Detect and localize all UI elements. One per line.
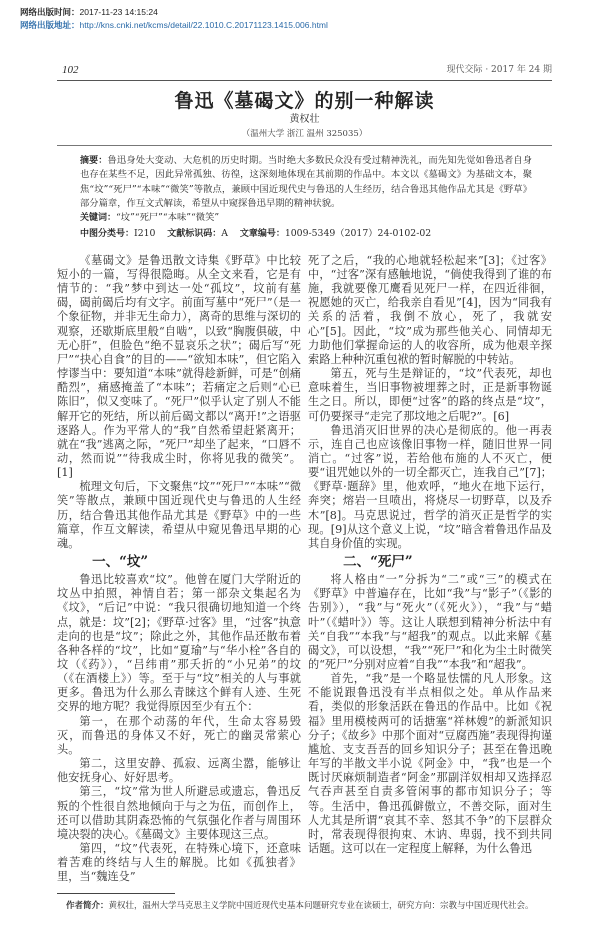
online-publish-time-label: 网络出版时间： xyxy=(20,7,80,17)
classification-line xyxy=(80,227,532,241)
paragraph: 第三，“坟”常为世人所避忌或遗忘，鲁迅反叛的个性很自然地倾向于与之为伍，而创作上，还可以借助其阴森恐怖的气氛强化作者与周围环境决裂的决心。《墓碣文》主要体现这三点。 xyxy=(57,785,301,841)
paragraph: 死了之后，“我的心地就轻松起来”[3]；《过客》中，“过客”深有感触地说，“倘使我得到了谁的布施，我就要像兀鹰看见死尸一样，在四近徘徊，祝愿她的灭亡，给我亲自看见”[4]，因为“同我有关系的活着，我倒不放心，死了，我就安心”[5]。因此，“坟”成为那些他关心、同情却无力助他们掌握命运的人的收容所，成为他艰辛探索路上种种沉重包袱的暂时解脱的中转站。 xyxy=(308,253,552,366)
abstract-block xyxy=(80,154,532,242)
author-note-text: 黄权壮，温州大学马克思主义学院中国近现代史基本问题研究专业在读硕士，研究方向：宗教与中国近现代社会。 xyxy=(108,900,534,911)
paragraph: 第二，这里安静、孤寂、远离尘嚣，能够让他安抚身心、好好思考。 xyxy=(57,757,301,785)
footnote-rule xyxy=(57,893,175,894)
paragraph: 鲁迅消灭旧世界的决心是彻底的。他一再表示，连自己也应该像旧事物一样，随旧世界一同消亡。“过客”说，若给他布施的人不灭亡，便要“诅咒她以外的一切全都灭亡，连我自己”[7]；《野草·题辞》里，他欢呼，“地火在地下运行，奔突；熔岩一旦喷出，将烧尽一切野草，以及乔木”[8]。马克思说过，哲学的消灭正是哲学的实现。[9]从这个意义上说，“坟”暗含着鲁迅作品及其自身价值的实现。 xyxy=(308,423,552,550)
paragraph: 梳理文句后，下文聚焦“坟”“死尸”“本味”“微笑”等散点，兼顾中国近现代史与鲁迅的人生经历，结合鲁迅其他作品尤其是《野草》中的一些篇章，作互文解读，希望从中窥见鲁迅早期的心魂。 xyxy=(57,480,301,550)
doc-code-label: 文献标识码： xyxy=(167,229,222,240)
abstract xyxy=(80,154,532,211)
body-column-right xyxy=(308,254,552,856)
doc-code-value: A xyxy=(221,228,228,240)
header-rule xyxy=(57,80,552,81)
body-columns xyxy=(57,254,552,885)
online-publish-url-link[interactable]: http://kns.cnki.net/kcms/detail/22.1010.C.20171123.1415.006.html xyxy=(79,20,328,30)
keywords-text: “坟”“死尸”“本味”“微笑” xyxy=(116,212,220,224)
abstract-text: 鲁迅身处大变动、大危机的历史时期。当时绝大多数民众没有受过精神洗礼，而先知先觉如鲁迅者自身也存在某些不足，因此异常孤独、彷徨，这深刻地体现在其前期的作品中。本文以《墓碣文》为基础文本，聚焦“坟”“死尸”“本味”“微笑”等散点，兼顾中国近现代史与鲁迅的人生经历，结合鲁迅其他作品尤其是《野草》部分篇章，作互文式解读，希望从中窥探鲁迅早期的精神状貌。 xyxy=(80,155,532,209)
title-rule xyxy=(57,145,552,146)
paragraph: 第一，在那个动荡的年代，生命太容易毁灭，而鲁迅的身体又不好，死亡的幽灵常萦心头。 xyxy=(57,714,301,756)
paragraph: 《墓碣文》是鲁迅散文诗集《野草》中比较短小的一篇，写得很隐晦。从全文来看，它是有情节的：“我”梦中到达一处“孤坟”，坟前有墓碣，碣前碣后均有文字。前面写墓中“死尸”（是一个象征物，并非无生命力），离奇的思维与深切的观察，还歇斯底里般“自啮”，以致“胸腹俱破，中无心肝”，但脸色“绝不显哀乐之状”；碣后写“死尸”“抉心自食”的目的——“欲知本味”，但它陷入悖谬当中：要知道“本味”就得趁新鲜，可是“创痛酷烈”，痛感掩盖了“本味”；若痛定之后则“心已陈旧”，似又变味了。“死尸”似乎认定了别人不能解开它的死结，所以前后碣文都以“离开!”之语驱逐路人。作为平常人的“我”自然希望赶紧离开；就在“我”逃离之际，“死尸”却坐了起来，“口唇不动，然而说”“待我成尘时，你将见我的微笑”。[1] xyxy=(57,253,301,480)
journal-issue: 现代交际 · 2017 年 24 期 xyxy=(446,65,552,75)
paragraph: 第五，死与生是辩证的，“坟”代表死，却也意味着生，当旧事物被埋葬之时，正是新事物诞生之日。所以，即便“过客”的路的终点是“坟”，可仍要探寻“走完了那坟地之后呢?”。[6] xyxy=(308,367,552,423)
section-heading: 二、“死尸” xyxy=(343,554,413,571)
online-publish-url xyxy=(20,19,552,32)
paragraph: 鲁迅比较喜欢“坟”。他曾在厦门大学附近的坟丛中拍照，神情自若；第一部杂文集起名为《坟》，“后记”中说：“我只很确切地知道一个终点，就是：坟”[2]；《野草·过客》里，“过客”执意走向的也是“坟”；除此之外，其他作品还散布着各种各样的“坟”，比如“夏瑜”与“华小栓”各自的坟（《药》），“吕纬甫”那夭折的“小兄弟”的坟（《在酒楼上》）等。至于与“坟”相关的人与事就更多。鲁迅为什么那么青睐这个鲜有人迹、生死交界的地方呢？我觉得原因至少有五个： xyxy=(57,573,301,714)
online-publish-time-value: 2017-11-23 14:15:24 xyxy=(79,7,158,17)
clc-label: 中图分类号： xyxy=(80,229,135,240)
running-head xyxy=(57,62,552,78)
online-publish-time xyxy=(20,6,552,19)
article-no-value: 1009-5349（2017）24-0102-02 xyxy=(284,228,432,240)
page-number: 102 xyxy=(62,64,79,76)
online-publish-url-label: 网络出版地址： xyxy=(20,20,80,30)
author-note xyxy=(57,900,552,912)
clc-value: I210 xyxy=(134,228,156,240)
abstract-label: 摘要： xyxy=(80,156,108,166)
keywords xyxy=(80,211,532,225)
article-no-label: 文章编号： xyxy=(239,229,285,240)
keywords-label: 关键词： xyxy=(80,213,117,224)
paragraph: 将人格由“一”分拆为“二”或“三”的模式在《野草》中普遍存在，比如“我”与“影子”（《影的告别》），“我”与“死火”（《死火》），“我”与“蜡叶”（《蜡叶》）等。这让人联想到精神分析法中有关“自我”“本我”与“超我”的观点。以此来解《墓碣文》，可以设想，“我”“死尸”和化为尘土时微笑的“死尸”分别对应着“自我”“本我”和“超我”。 xyxy=(308,573,552,671)
paragraph: 第四，“坟”代表死，在特殊心境下，还意味着苦难的终结与人生的解脱。比如《孤独者》里，当“魏连殳” xyxy=(57,842,301,884)
article-author: 黄权壮 xyxy=(289,114,320,125)
author-note-label: 作者简介： xyxy=(66,900,109,911)
paragraph: 首先，“我”是一个略显怯懦的凡人形象。这不能说跟鲁迅没有半点相似之处。单从作品来看，类似的形象活跃在鲁迅的作品中。比如《祝福》里用模棱两可的话搪塞“祥林嫂”的新派知识分子；《故乡》中那个面对“豆腐西施”表现得拘谨尴尬、支支吾吾的回乡知识分子；甚至在鲁迅晚年写的半散文半小说《阿金》中，“我”也是一个既讨厌麻烦制造者“阿金”那副洋奴相却又选择忍气吞声甚至自责多管闲事的都市知识分子；等等。生活中，鲁迅孤僻傲立，不善交际，面对生人尤其是所谓“哀其不幸、怒其不争”的下层群众时，常表现得很拘束、木讷、卑弱，找不到共同话题。这可以在一定程度上解释，为什么鲁迅 xyxy=(308,672,552,856)
author-affiliation: （温州大学 浙江 温州 325035） xyxy=(241,129,368,139)
section-heading: 一、“坟” xyxy=(92,554,149,571)
article-title: 鲁迅《墓碣文》的别一种解读 xyxy=(174,90,435,112)
body-column-left xyxy=(57,254,301,885)
